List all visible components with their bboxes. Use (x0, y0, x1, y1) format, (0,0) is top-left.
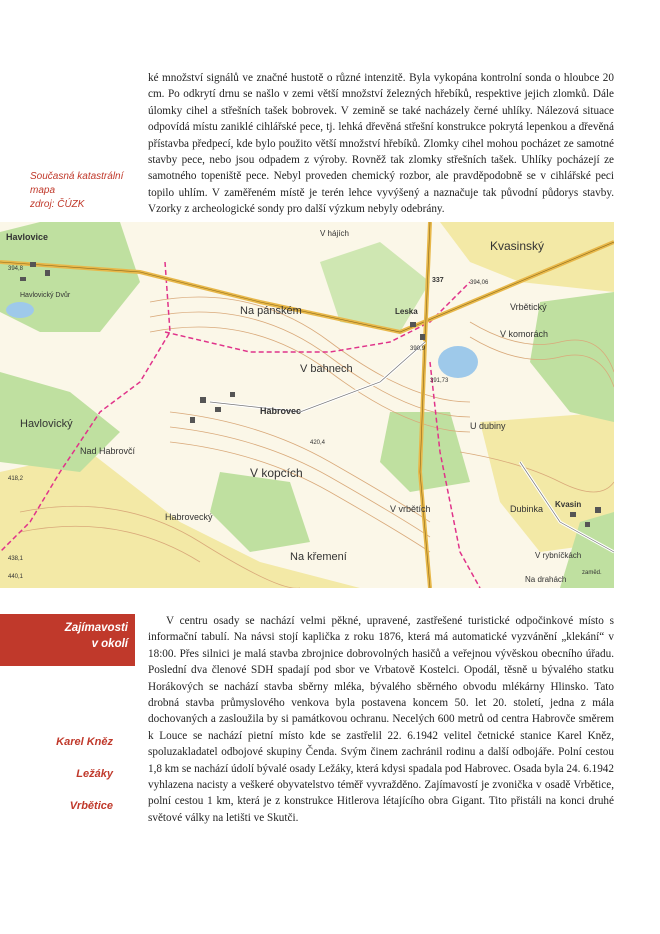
map-label: V vrbětích (390, 504, 431, 514)
map-label: 337 (432, 277, 444, 284)
map-label: 394,06 (470, 280, 489, 286)
top-paragraph: ké množství signálů ve značné hustotě o různé intenzitě. Byla vykopána kontrolní sonda o hloubce 20 cm. Po odkrytí drnu se našlo v zemi větší množství železných hřebíků, respektive jejich zlomků. Dále úlomky cihel a střešních tašek bobrovek. V zemině se také nacházely černé uhlíky. Nálezová situace odpovídá místu zaniklé cihlářské pece, tj. lehká dřevěná střešní konstrukce pokrytá lepenkou a dřevěná přístavba předpecí, kde bylo použito větší množství hřebíků. Zlomky cihel mohou pocházet ze samotné stavby pece, nebo jsou odpadem z výroby. Rovněž tak zlomky střešních tašek. Uhlíky pocházejí ze samotného topeniště pece. Nebyl proveden chemický rozbor, ale pravděpodobně se v cihlářské peci topilo uhlím. V zaměřeném místě je terén lehce vyvýšený a naznačuje tak původní půdorys stavby. Vzorky z archeologické sondy pro další výzkum nebyly odebrány. (148, 72, 614, 216)
side-label-lezaky: Ležáky (76, 768, 113, 780)
map-label: Habrovecký (165, 512, 213, 522)
caption-source: zdroj: ČÚZK (30, 199, 85, 210)
map-label: V bahnech (300, 363, 353, 375)
map-label: Kvasin (555, 500, 582, 509)
section-title (0, 620, 128, 652)
side-label-vrbetice: Vrbětice (69, 800, 113, 812)
map-label: Na pánském (240, 305, 302, 317)
map-label: Nad Habrovčí (80, 446, 136, 456)
map-label: 418,2 (8, 476, 24, 482)
map-label: Habrovec (260, 406, 302, 416)
map-label: Dubinka (510, 504, 544, 514)
map-label: 394,8 (8, 266, 24, 272)
map-label: V komorách (500, 329, 549, 339)
map-label: V kopcích (250, 466, 303, 480)
map-label: 390,9 (410, 346, 426, 352)
section-title-line: v okolí (91, 638, 128, 650)
section-title-line: Zajímavosti (64, 622, 128, 634)
caption-line: Současná katastrální (30, 171, 124, 182)
map-label: V hájích (320, 229, 349, 238)
map-label: Na křemení (290, 551, 347, 563)
map-caption (30, 170, 135, 212)
map-label: 438,1 (8, 556, 24, 562)
cadastral-map (0, 222, 614, 588)
map-label: Vrbětický (510, 302, 547, 312)
map-label: Leska (395, 307, 418, 316)
body-paragraph: V centru osady se nachází velmi pěkné, upravené, zastřešené turistické odpočinkové místo s informační tabulí. Na návsi stojí kaplička z roku 1876, která má automatické vyzvánění „klekání“ v 18:00. Přes silnici je malá stavba zbrojnice dobrovolných hasičů a veřejnou vývěskou obecního úřadu. Poslední dva členové SDH spadají pod sbor ve Vrbatově Kostelci. Opodál, těsně u bývalého statku Horákových se nachází stavba sběrny mléka, bývalého sběrného obvodu mlékárny Hlinsko. Tato drobná stavba průmyslového venkova byla postavena koncem 50. let 20. století, jedna z mála dochovaných a zasloužila by si památkovou ochranu. Necelých 600 metrů od centra Habrovče směrem k Louce se nachází pietní místo kde se zastřelil 22. 6.1942 velitel četnické stanice Karel Kněz, spoluzakladatel odbojové skupiny Čenda. Svým činem zachránil rodinu a další odbojáře. Polní cestou 1,8 km se nachází údolí bývalé osady Ležáky, která kdysi spadala pod Habrovec. Osada byla 24. 6.1942 vyhlazena nacisty a veškeré obyvatelstvo téměř vyvražděno. Zajímavostí je zvonička v osadě Vrbětice, polní cestou 1 km, která je z konstrukce Hitlerova létajícího obra Gigant. Tito přistáli na konci druhé světové války na letišti ve Skutči. (148, 615, 614, 824)
map-label: V rybníčkách (535, 551, 582, 560)
map-label: 391,73 (430, 378, 449, 384)
map-label: 440,1 (8, 574, 24, 580)
map-label: Havlovický (20, 418, 73, 430)
map-label: Kvasinský (490, 239, 545, 253)
side-label-karel-knez: Karel Kněz (56, 736, 113, 748)
map-label: 420,4 (310, 440, 326, 446)
map-label: Na drahách (525, 575, 567, 584)
map-label: Havlovice (6, 232, 49, 242)
map-label: Havlovický Dvůr (20, 292, 71, 299)
caption-line: mapa (30, 185, 56, 196)
map-label: zaměd. (582, 570, 602, 576)
map-label: U dubiny (470, 421, 506, 431)
